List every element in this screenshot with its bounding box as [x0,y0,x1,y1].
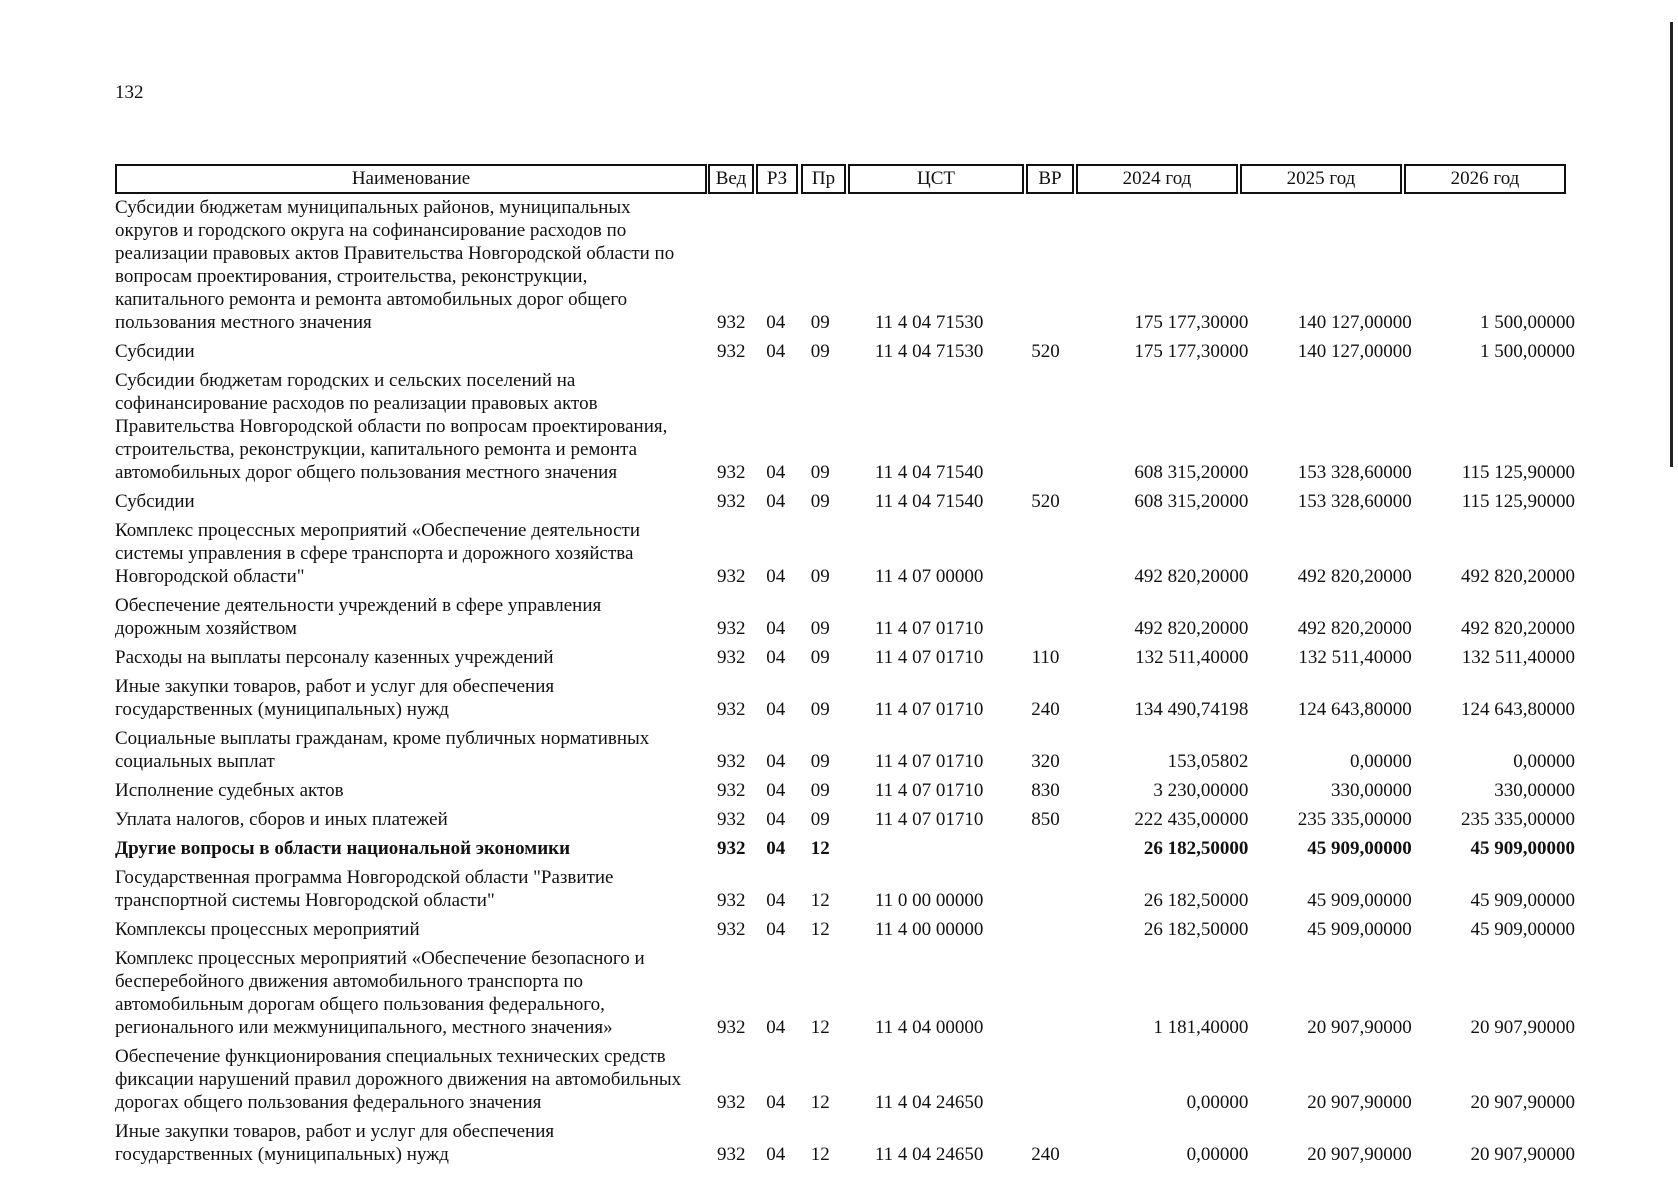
row-name: Исполнение судебных актов [115,780,344,801]
row-amount-2026: 235 335,00000 [1461,809,1576,830]
header-2026: 2026 год [1404,164,1566,194]
row-name: Другие вопросы в области национальной экономики [115,838,571,859]
row-amount-2026: 132 511,40000 [1461,647,1576,668]
row-cst: 11 4 04 24650 [874,1092,984,1113]
row-pr: 09 [810,566,830,587]
row-amount-2025: 45 909,00000 [1307,838,1412,859]
row-vr: 240 [1031,1144,1060,1165]
row-cst: 11 4 04 71530 [874,312,984,333]
row-cst: 11 4 04 71530 [874,341,984,362]
row-pr: 09 [810,491,830,512]
row-amount-2024: 153,05802 [1167,751,1249,772]
row-amount-2024: 132 511,40000 [1135,647,1249,668]
row-vr: 320 [1031,751,1060,772]
row-pr: 09 [810,462,830,483]
row-amount-2025: 45 909,00000 [1307,890,1412,911]
row-amount-2024: 1 181,40000 [1153,1017,1249,1038]
row-amount-2024: 175 177,30000 [1134,341,1249,362]
row-rz: 04 [766,491,786,512]
row-name: Обеспечение деятельности учреждений в сфере управления дорожным хозяйством [115,595,602,639]
table-row [115,808,1575,831]
header-ved: Вед [708,164,754,194]
row-amount-2024: 26 182,50000 [1143,838,1249,859]
row-ved: 932 [716,647,746,668]
table-row [115,947,1575,1039]
row-cst: 11 4 07 01710 [874,809,984,830]
row-pr: 12 [810,838,830,859]
row-amount-2024: 608 315,20000 [1134,491,1249,512]
row-amount-2026: 1 500,00000 [1480,312,1576,333]
table-row [115,837,1575,860]
row-cst: 11 4 07 01710 [874,699,984,720]
row-ved: 932 [716,566,746,587]
row-ved: 932 [716,1017,746,1038]
row-name: Расходы на выплаты персоналу казенных учреждений [115,647,554,668]
row-name: Субсидии бюджетам муниципальных районов, муниципальных округов и городского округа на софинансирование расходов по реализации правовых актов Правительства Новгородской области по вопросам проектирования, строительства, реконструкции, капитального ремонта и ремонта автомобильных дорог общего пользования местного значения [115,197,675,333]
row-cst: 11 4 04 71540 [874,491,984,512]
row-pr: 12 [810,919,830,940]
row-vr: 240 [1031,699,1060,720]
row-ved: 932 [716,838,746,859]
row-gap [115,1166,1575,1172]
row-amount-2024: 175 177,30000 [1134,312,1249,333]
row-amount-2024: 26 182,50000 [1143,919,1249,940]
row-amount-2025: 140 127,00000 [1297,312,1412,333]
row-amount-2026: 20 907,90000 [1470,1017,1576,1038]
row-name: Комплексы процессных мероприятий [115,919,420,940]
header-vr: ВР [1026,164,1074,194]
row-amount-2026: 115 125,90000 [1461,491,1576,512]
row-amount-2026: 492 820,20000 [1461,566,1576,587]
row-rz: 04 [766,809,786,830]
row-name: Государственная программа Новгородской области "Развитие транспортной системы Новгородской области" [115,867,614,911]
row-amount-2026: 124 643,80000 [1461,699,1576,720]
row-name: Уплата налогов, сборов и иных платежей [115,809,448,830]
row-pr: 09 [810,699,830,720]
row-rz: 04 [766,341,786,362]
row-name: Субсидии [115,491,195,512]
table-row [115,779,1575,802]
row-pr: 09 [810,618,830,639]
table-row [115,1120,1575,1166]
row-pr: 09 [810,341,830,362]
row-ved: 932 [716,462,746,483]
row-pr: 09 [810,312,830,333]
row-vr: 850 [1031,809,1060,830]
row-pr: 12 [810,1144,830,1165]
row-ved: 932 [716,919,746,940]
page-number: 132 [115,82,144,103]
row-pr: 09 [810,751,830,772]
table-row [115,646,1575,669]
row-amount-2026: 45 909,00000 [1470,838,1576,859]
row-name: Обеспечение функционирования специальных технических средств фиксации нарушений правил дорожного движения на автомобильных дорогах общего пользования федерального значения [115,1046,682,1113]
table-row [115,340,1575,363]
row-name: Комплекс процессных мероприятий «Обеспечение деятельности системы управления в сфере транспорта и дорожного хозяйства Новгородской области" [115,520,641,587]
row-ved: 932 [716,780,746,801]
row-amount-2024: 492 820,20000 [1134,566,1249,587]
table-row [115,490,1575,513]
row-amount-2024: 492 820,20000 [1134,618,1249,639]
row-rz: 04 [766,890,786,911]
row-amount-2024: 222 435,00000 [1134,809,1249,830]
row-amount-2025: 492 820,20000 [1297,618,1412,639]
row-vr: 520 [1031,491,1060,512]
row-amount-2024: 26 182,50000 [1143,890,1249,911]
row-amount-2025: 20 907,90000 [1307,1092,1412,1113]
row-pr: 09 [810,780,830,801]
row-amount-2025: 140 127,00000 [1297,341,1412,362]
row-ved: 932 [716,890,746,911]
row-cst: 11 4 07 01710 [874,647,984,668]
row-amount-2025: 132 511,40000 [1298,647,1412,668]
table-row [115,594,1575,640]
row-rz: 04 [766,1017,786,1038]
row-cst: 11 4 00 00000 [874,919,984,940]
header-name: Наименование [115,164,707,194]
row-cst: 11 4 04 24650 [874,1144,984,1165]
row-name: Комплекс процессных мероприятий «Обеспечение безопасного и бесперебойного движения автомобильного транспорта по автомобильным дорогам общего пользования федерального, регионального или межмуниципального, местного значения» [115,948,645,1038]
header-cst: ЦСТ [848,164,1024,194]
row-rz: 04 [766,566,786,587]
row-ved: 932 [716,341,746,362]
row-pr: 12 [810,1017,830,1038]
row-rz: 04 [766,699,786,720]
row-cst: 11 4 07 01710 [874,780,984,801]
row-amount-2024: 0,00000 [1186,1144,1249,1165]
table-row [115,727,1575,773]
scan-edge-line [1670,22,1673,467]
row-amount-2024: 134 490,74198 [1134,699,1249,720]
row-name: Иные закупки товаров, работ и услуг для обеспечения государственных (муниципальных) нужд [115,676,555,720]
row-amount-2026: 20 907,90000 [1470,1092,1576,1113]
row-amount-2025: 153 328,60000 [1297,491,1412,512]
row-pr: 09 [810,809,830,830]
row-amount-2025: 45 909,00000 [1307,919,1412,940]
table-row [115,519,1575,588]
row-rz: 04 [766,647,786,668]
row-pr: 09 [810,647,830,668]
row-amount-2025: 235 335,00000 [1297,809,1412,830]
table-row [115,675,1575,721]
row-cst: 11 4 07 01710 [874,751,984,772]
row-ved: 932 [716,699,746,720]
row-amount-2024: 608 315,20000 [1134,462,1249,483]
table-row [115,369,1575,484]
row-cst: 11 4 07 00000 [874,566,984,587]
row-cst: 11 0 00 00000 [874,890,984,911]
row-ved: 932 [716,1092,746,1113]
row-ved: 932 [716,312,746,333]
row-amount-2025: 20 907,90000 [1307,1144,1412,1165]
row-vr: 110 [1031,647,1060,668]
row-name: Субсидии бюджетам городских и сельских поселений на софинансирование расходов по реализации правовых актов Правительства Новгородской области по вопросам проектирования, строительства, реконструкции, капитального ремонта и ремонта автомобильных дорог общего пользования местного значения [115,370,668,483]
budget-table-body [115,196,1575,1172]
row-name: Субсидии [115,341,195,362]
row-amount-2025: 330,00000 [1330,780,1412,801]
row-rz: 04 [766,751,786,772]
row-pr: 12 [810,890,830,911]
row-amount-2026: 0,00000 [1513,751,1576,772]
row-amount-2026: 492 820,20000 [1461,618,1576,639]
row-amount-2026: 115 125,90000 [1461,462,1576,483]
row-amount-2025: 20 907,90000 [1307,1017,1412,1038]
table-row [115,918,1575,941]
row-rz: 04 [766,780,786,801]
row-amount-2024: 0,00000 [1186,1092,1249,1113]
header-rz: РЗ [756,164,798,194]
row-amount-2026: 1 500,00000 [1480,341,1576,362]
header-2025: 2025 год [1240,164,1402,194]
row-pr: 12 [810,1092,830,1113]
row-rz: 04 [766,618,786,639]
row-vr: 520 [1031,341,1060,362]
row-amount-2025: 0,00000 [1349,751,1412,772]
row-ved: 932 [716,618,746,639]
row-amount-2026: 45 909,00000 [1470,890,1576,911]
row-amount-2024: 3 230,00000 [1153,780,1249,801]
row-rz: 04 [766,838,786,859]
row-cst: 11 4 04 71540 [874,462,984,483]
row-cst: 11 4 07 01710 [874,618,984,639]
row-rz: 04 [766,1144,786,1165]
row-amount-2026: 45 909,00000 [1470,919,1576,940]
row-amount-2025: 124 643,80000 [1297,699,1412,720]
row-ved: 932 [716,809,746,830]
row-rz: 04 [766,462,786,483]
row-amount-2025: 492 820,20000 [1297,566,1412,587]
row-amount-2026: 20 907,90000 [1470,1144,1576,1165]
row-rz: 04 [766,312,786,333]
row-cst: 11 4 04 00000 [874,1017,984,1038]
row-rz: 04 [766,1092,786,1113]
row-vr: 830 [1031,780,1060,801]
row-ved: 932 [716,751,746,772]
row-name: Социальные выплаты гражданам, кроме публичных нормативных социальных выплат [115,728,650,772]
row-name: Иные закупки товаров, работ и услуг для обеспечения государственных (муниципальных) нужд [115,1121,555,1165]
table-row [115,866,1575,912]
row-amount-2026: 330,00000 [1494,780,1576,801]
table-row [115,196,1575,334]
row-rz: 04 [766,919,786,940]
header-pr: Пр [801,164,846,194]
row-amount-2025: 153 328,60000 [1297,462,1412,483]
table-row [115,1045,1575,1114]
row-ved: 932 [716,491,746,512]
row-ved: 932 [716,1144,746,1165]
header-2024: 2024 год [1076,164,1238,194]
